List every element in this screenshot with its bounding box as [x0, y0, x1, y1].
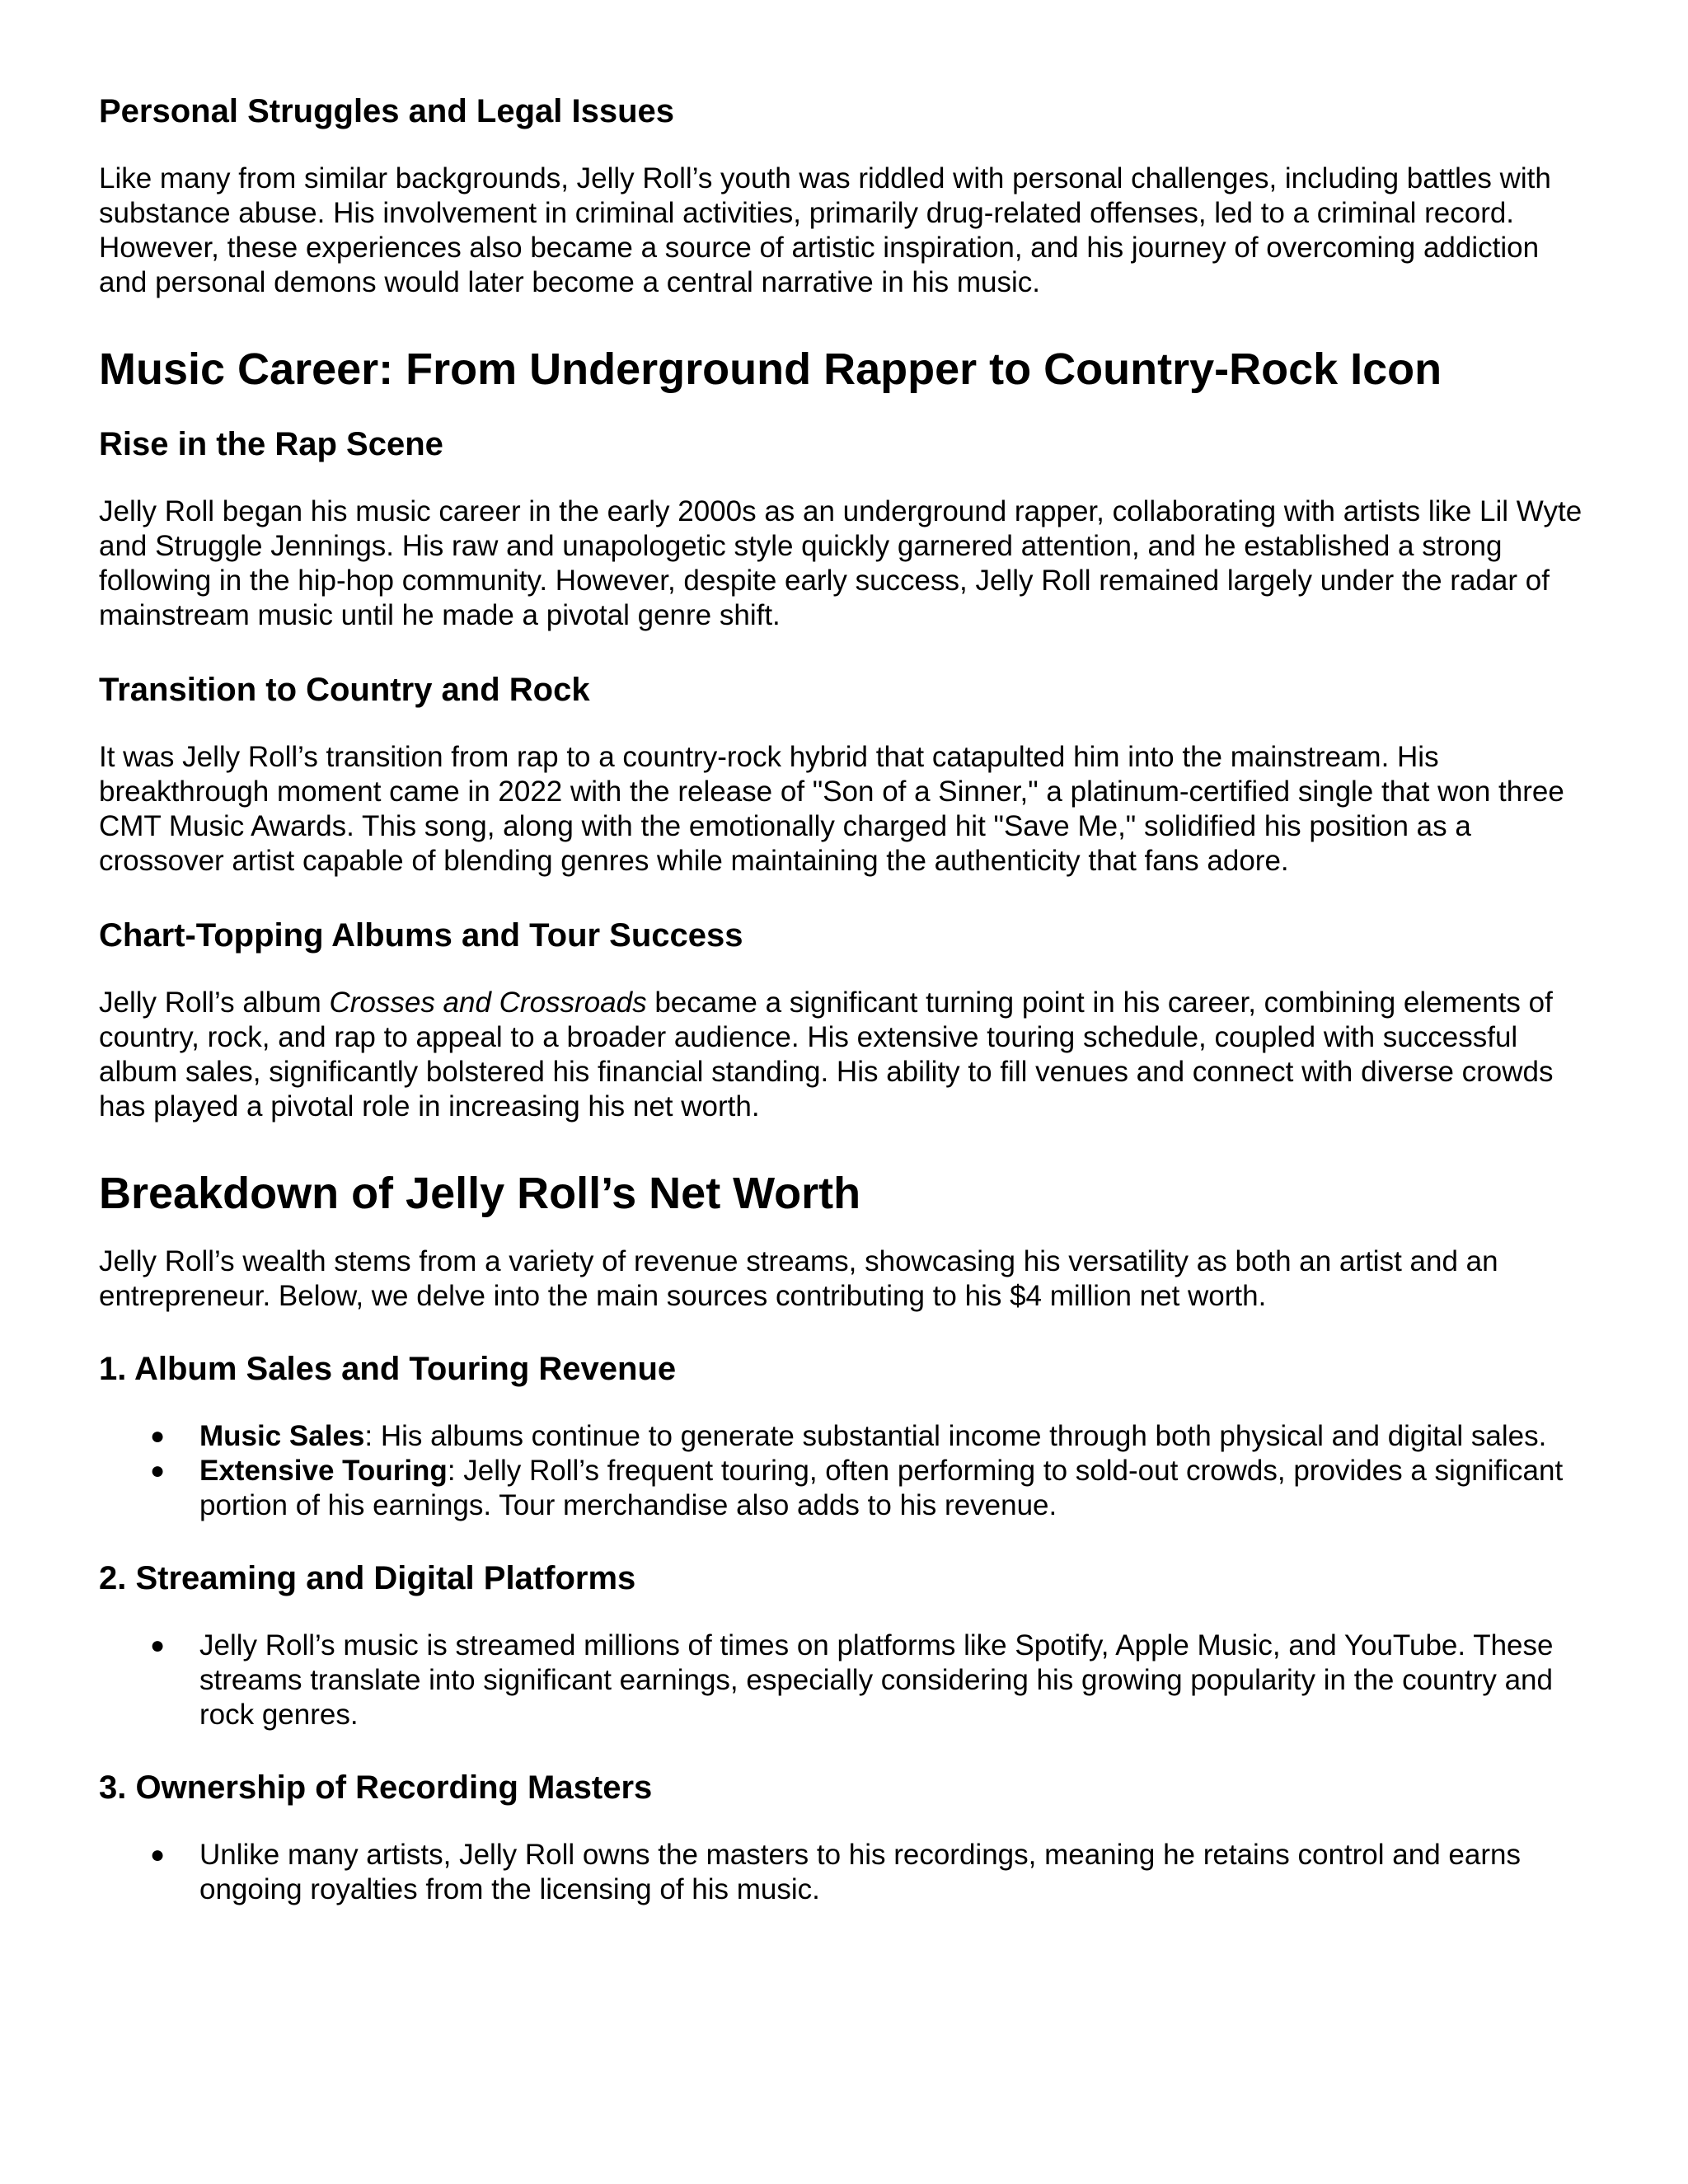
paragraph-chart-topping-albums — [99, 986, 1591, 1124]
list-item-term: Music Sales — [199, 1420, 365, 1452]
heading-net-worth-breakdown: Breakdown of Jelly Roll’s Net Worth — [99, 1169, 861, 1218]
paragraph-rise-rap-scene: Jelly Roll began his music career in the early 2000s as an underground rapper, collaborating with artists like Lil Wyte and Struggle Jennings. His raw and unapologetic style quickly garnered attention, and he established a strong following in the hip-hop community. However, despite early success, Jelly Roll remained largely under the radar of mainstream music until he made a pivotal genre shift. — [99, 495, 1582, 631]
list-album-sales-touring — [99, 1419, 1591, 1523]
paragraph-net-worth-intro: Jelly Roll’s wealth stems from a variety of revenue streams, showcasing his versatility as both an artist and an entrepreneur. Below, we delve into the main sources contributing to his $4 million net worth. — [99, 1245, 1498, 1312]
albums-lead-text: Jelly Roll’s album — [99, 987, 330, 1019]
heading-recording-masters: 3. Ownership of Recording Masters — [99, 1769, 653, 1806]
list-item — [99, 1454, 1591, 1523]
bullet-icon: ● — [150, 1422, 166, 1450]
list-recording-masters — [99, 1838, 1591, 1907]
list-item — [99, 1419, 1591, 1454]
list-item — [99, 1838, 1591, 1907]
heading-streaming-digital: 2. Streaming and Digital Platforms — [99, 1560, 636, 1596]
paragraph-personal-struggles: Like many from similar backgrounds, Jelly Roll’s youth was riddled with personal challenges, including battles with substance abuse. His involvement in criminal activities, primarily drug-related offenses, led to a criminal record. However, these experiences also became a source of artistic inspiration, and his journey of overcoming addiction and personal demons would later become a central narrative in his music. — [99, 162, 1551, 298]
albums-rest-text: became a significant turning point in his career, combining elements of country, rock, and rap to appeal to a broader audience. His extensive touring schedule, coupled with successful album sales, significantly bolstered his financial standing. His ability to fill venues and connect with diverse crowds has played a pivotal role in increasing his net worth. — [99, 987, 1554, 1122]
list-item-term: Extensive Touring — [199, 1455, 448, 1487]
paragraph-transition-country-rock: It was Jelly Roll’s transition from rap to a country-rock hybrid that catapulted him into the mainstream. His breakthrough moment came in 2022 with the release of "Son of a Sinner," a platinum-certified single that won three CMT Music Awards. This song, along with the emotionally charged hit "Save Me," solidified his position as a crossover artist capable of blending genres while maintaining the authenticity that fans adore. — [99, 741, 1564, 877]
heading-album-sales-touring: 1. Album Sales and Touring Revenue — [99, 1351, 677, 1387]
list-item-text: Unlike many artists, Jelly Roll owns the masters to his recordings, meaning he retains control and earns ongoing royalties from the licensing of his music. — [199, 1839, 1521, 1905]
bullet-icon: ● — [150, 1632, 166, 1659]
bullet-icon: ● — [150, 1841, 166, 1868]
list-streaming-digital — [99, 1629, 1591, 1732]
bullet-icon: ● — [150, 1457, 166, 1484]
heading-personal-struggles: Personal Struggles and Legal Issues — [99, 93, 675, 129]
list-item — [99, 1629, 1591, 1732]
document-page — [99, 91, 1591, 1907]
heading-rise-rap-scene: Rise in the Rap Scene — [99, 426, 443, 462]
heading-transition-country-rock: Transition to Country and Rock — [99, 672, 590, 708]
heading-chart-topping-albums: Chart-Topping Albums and Tour Success — [99, 917, 743, 954]
heading-music-career: Music Career: From Underground Rapper to Country-Rock Icon — [99, 344, 1442, 394]
list-item-text: Jelly Roll’s music is streamed millions of times on platforms like Spotify, Apple Music, and YouTube. These streams translate into significant earnings, especially considering his growing popularity in the country and rock genres. — [199, 1629, 1554, 1731]
list-item-text: : Jelly Roll’s frequent touring, often performing to sold-out crowds, provides a significant portion of his earnings. Tour merchandise also adds to his revenue. — [199, 1455, 1564, 1521]
list-item-text: : His albums continue to generate substantial income through both physical and digital sales. — [364, 1420, 1547, 1452]
album-title: Crosses and Crossroads — [329, 987, 647, 1019]
